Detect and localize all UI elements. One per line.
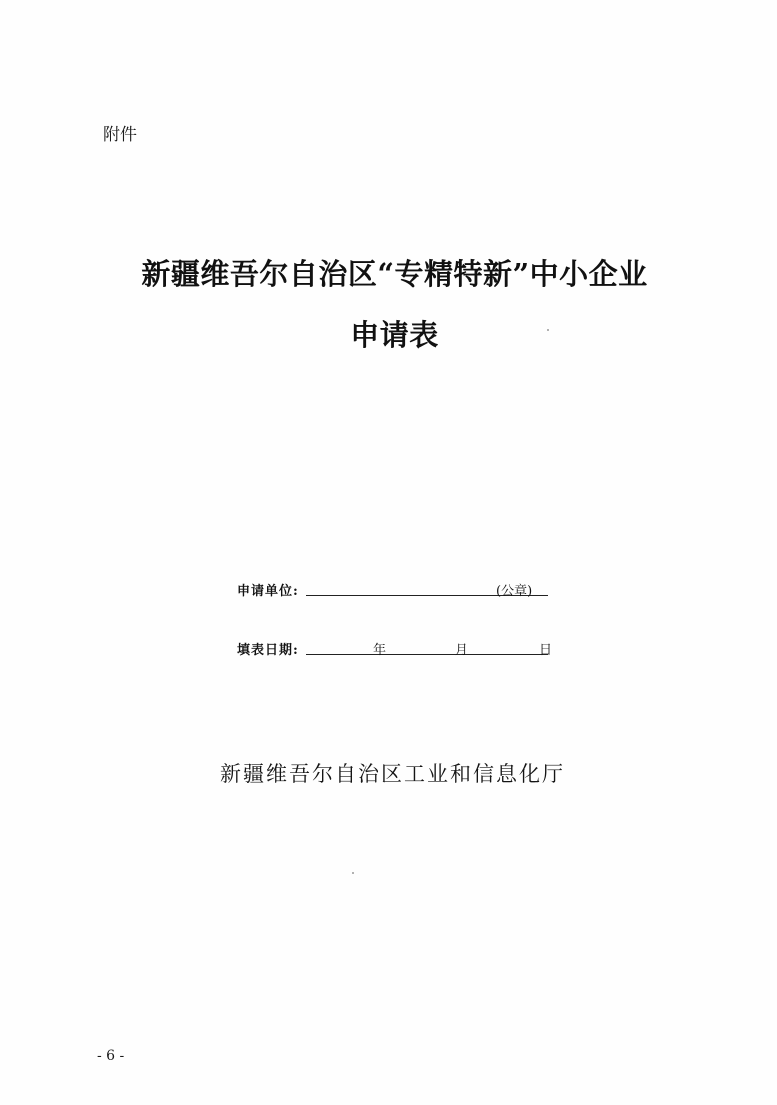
document-title-line2: 申请表 [350,318,439,352]
month-label: 月 [455,643,469,658]
year-label: 年 [373,643,387,658]
scan-speck [547,329,549,331]
scan-speck [352,872,354,874]
applicant-label: 申请单位: [237,584,299,599]
issuing-authority-text: 新疆维吾尔自治区工业和信息化厅 [220,762,565,786]
day-label: 日 [539,643,553,658]
attachment-label: 附件 [103,125,137,145]
page-number: - 6 - [97,1048,125,1064]
date-label: 填表日期: [237,643,299,658]
stamp-label: (公章) [496,584,533,599]
issuing-authority [0,758,777,788]
document-title-line1: 新疆维吾尔自治区“专精特新”中小企业 [141,257,648,291]
date-underline [306,654,548,655]
